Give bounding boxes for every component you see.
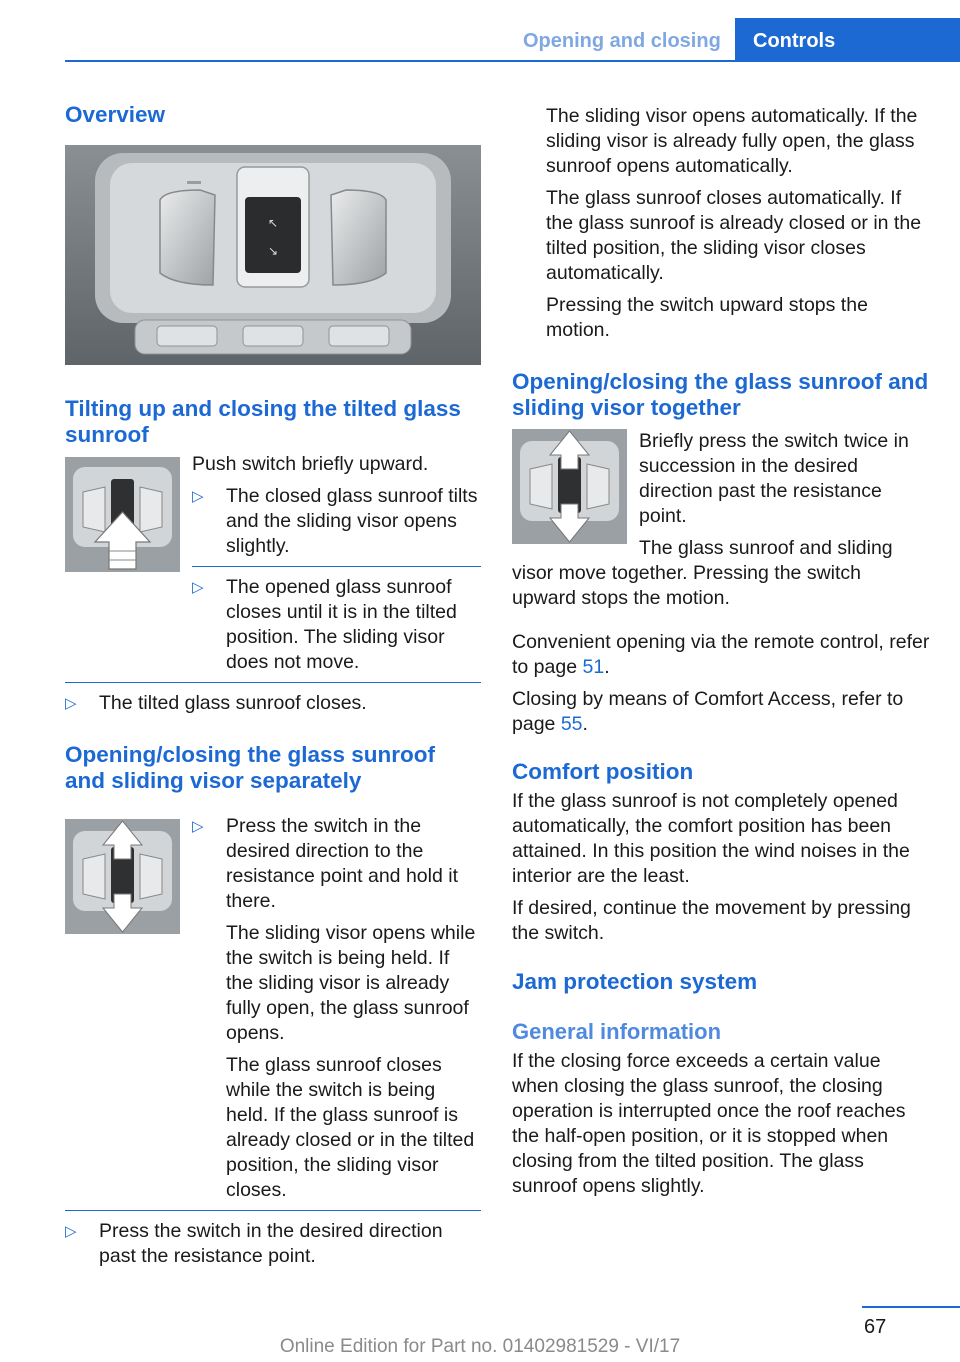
tilt-intro: Push switch briefly upward. — [192, 453, 429, 475]
paragraph: If the closing force exceeds a certain value when closing the glass sunroof, the closing operation is interrupted once the roof reaches the half-open position, or it is stopped when closing from the tilted position. The glass sunroof opens slightly. — [512, 1050, 906, 1197]
header-chapter-tab: Controls — [735, 18, 960, 62]
reference-period: . — [604, 656, 610, 678]
reference-text: Convenient opening via the remote control, refer to page — [512, 631, 930, 678]
list-item — [65, 682, 481, 716]
paragraph: The glass sunroof closes while the switch is being held. If the glass sunroof is already closed or in the tilted position, the sliding visor closes. — [226, 1054, 475, 1201]
paragraph: Briefly press the switch twice in succession in the desired direction past the resistance point. — [639, 430, 909, 527]
reference-text: Closing by means of Comfort Access, refer to page — [512, 688, 904, 735]
paragraph: The sliding visor opens while the switch is being held. If the sliding visor is already fully open, the glass sunroof opens. — [226, 922, 476, 1044]
jam-heading: Jam protection system — [512, 969, 758, 994]
bullet-text: The opened glass sunroof closes until it is in the tilted position. The sliding visor does not move. — [226, 576, 457, 673]
comfort-access-reference — [512, 687, 930, 737]
together-heading: Opening/closing the glass sunroof and sliding visor together — [512, 369, 929, 420]
edition-text: Online Edition for Part no. 01402981529 - VI/17 — [279, 1336, 681, 1357]
list-item — [192, 814, 481, 1210]
left-column — [65, 102, 481, 1269]
header-rule — [65, 60, 960, 62]
page-link-55[interactable]: 55 — [560, 713, 583, 735]
bullet-text: The closed glass sunroof tilts and the sliding visor opens slightly. — [226, 485, 478, 557]
paragraph: The glass sunroof and sliding visor move together. Pressing the switch upward stops the motion. — [512, 537, 893, 609]
switch-both-directions-illustration — [65, 819, 180, 934]
bullet-text: Press the switch in the desired direction past the resistance point. — [99, 1220, 443, 1267]
reference-period: . — [582, 713, 588, 735]
paragraph: The glass sunroof closes automatically. If the glass sunroof is already closed or in the tilted position, the sliding visor closes automatically. — [546, 187, 922, 284]
switch-up-illustration — [65, 457, 180, 572]
paragraph: Pressing the switch upward stops the motion. — [546, 294, 868, 341]
list-item — [65, 1210, 481, 1269]
page-link-51[interactable]: 51 — [582, 656, 605, 678]
paragraph: If the glass sunroof is not completely opened automatically, the comfort position has been attained. In this position the wind noises in the interior are the least. — [512, 790, 910, 887]
remote-reference — [512, 630, 930, 680]
bullet-triangle-icon: ▷ — [65, 1223, 77, 1240]
general-heading: General information — [512, 1019, 722, 1044]
svg-text:↖: ↖ — [267, 216, 279, 230]
footer-rule — [862, 1306, 960, 1308]
tilt-heading: Tilting up and closing the tilted glass sunroof — [65, 396, 461, 447]
bullet-triangle-icon: ▷ — [192, 488, 204, 505]
right-column — [512, 104, 930, 1199]
paragraph: The sliding visor opens automatically. If the sliding visor is already fully open, the glass sunroof opens automatically. — [546, 105, 918, 177]
switch-twice-illustration — [512, 429, 627, 544]
paragraph: If desired, continue the movement by pressing the switch. — [512, 897, 911, 944]
overhead-console-illustration — [65, 145, 481, 365]
bullet-triangle-icon: ▷ — [65, 695, 77, 712]
bullet-triangle-icon: ▷ — [192, 818, 204, 835]
comfort-heading: Comfort position — [512, 759, 694, 784]
bullet-text: The tilted glass sunroof closes. — [99, 692, 367, 714]
page-number: 67 — [864, 1316, 887, 1338]
list-item — [192, 484, 481, 567]
list-item — [192, 575, 481, 675]
bullet-triangle-icon: ▷ — [192, 579, 204, 596]
bullet-text: Press the switch in the desired direction to the resistance point and hold it there. — [226, 815, 458, 912]
overview-heading: Overview — [65, 102, 166, 127]
separate-heading: Opening/closing the glass sunroof and sliding visor separately — [65, 742, 436, 793]
header-section-title: Opening and closing — [523, 30, 721, 52]
svg-text:↘: ↘ — [267, 244, 279, 258]
